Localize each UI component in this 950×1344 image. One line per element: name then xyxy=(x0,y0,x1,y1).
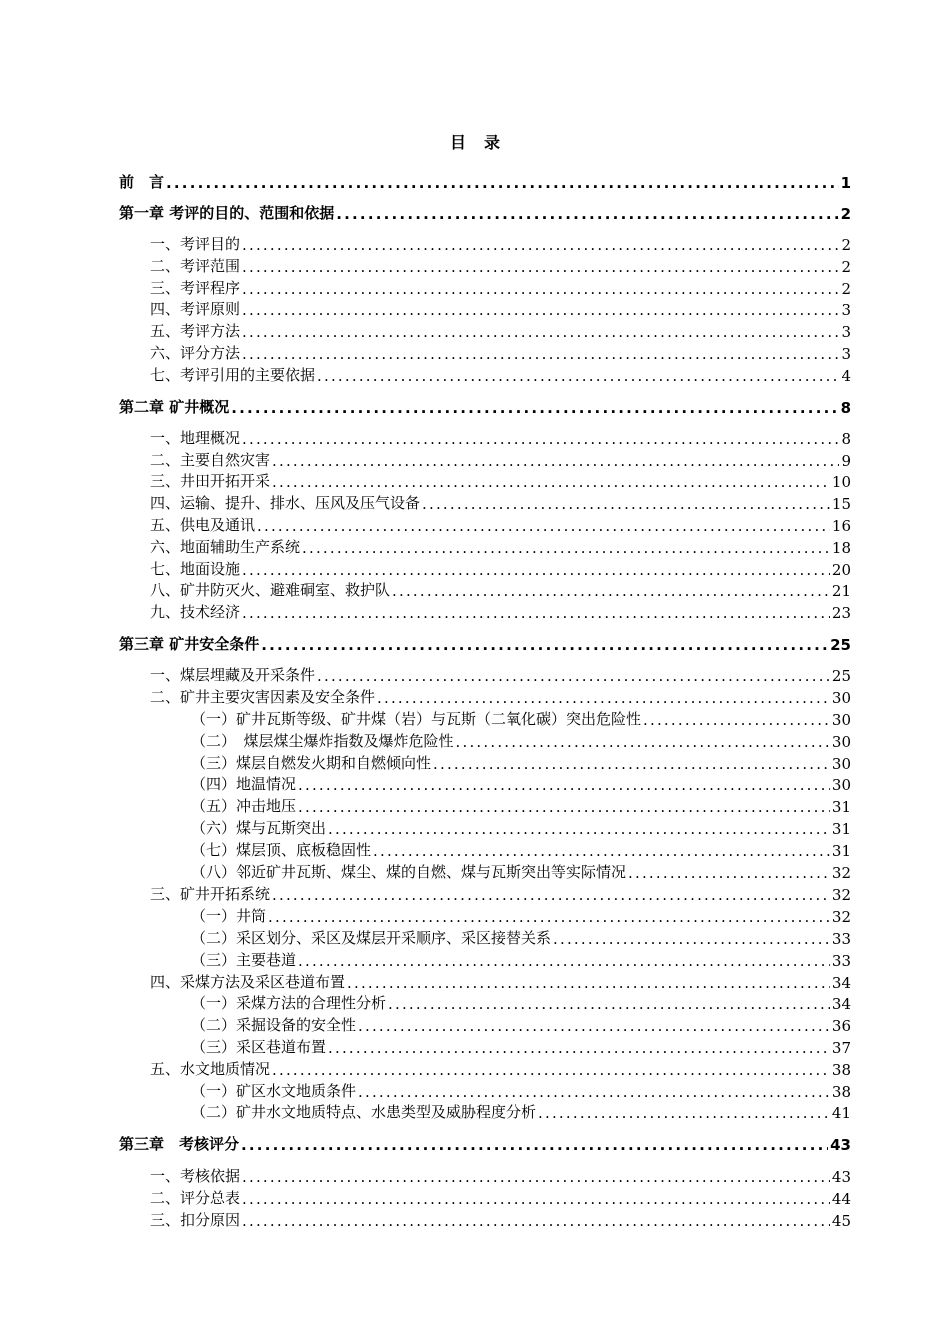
toc-entry-title: 七、地面设施 xyxy=(150,560,241,578)
toc-entry[interactable] xyxy=(119,634,851,654)
toc-entry[interactable] xyxy=(119,1102,851,1122)
toc-dot-leader xyxy=(347,974,830,992)
toc-entry-page-number: 25 xyxy=(830,636,851,654)
toc-dot-leader xyxy=(242,345,839,363)
toc-entry-title: （四）地温情况 xyxy=(191,775,297,793)
toc-entry-page-number: 2 xyxy=(841,258,851,276)
toc-dot-leader xyxy=(242,604,830,622)
toc-entry-title: 第一章 考评的目的、范围和依据 xyxy=(119,204,335,222)
toc-entry-page-number: 30 xyxy=(831,711,851,729)
toc-entry-title: 一、考评目的 xyxy=(150,235,241,253)
toc-dot-leader xyxy=(377,689,830,707)
toc-entry-title: 一、地理概况 xyxy=(150,429,241,447)
toc-entry-title: （二）采区划分、采区及煤层开采顺序、采区接替关系 xyxy=(191,929,552,947)
toc-entry-title: 第三章 矿井安全条件 xyxy=(119,635,260,653)
toc-entry[interactable] xyxy=(119,1015,851,1035)
toc-dot-leader xyxy=(358,1017,830,1035)
toc-entry-page-number: 23 xyxy=(831,604,851,622)
toc-entry-title: （二）采掘设备的安全性 xyxy=(191,1016,357,1034)
toc-entry-page-number: 33 xyxy=(831,930,851,948)
toc-dot-leader xyxy=(261,636,828,654)
toc-dot-leader xyxy=(268,908,830,926)
toc-entry[interactable] xyxy=(119,774,851,794)
toc-entry-page-number: 9 xyxy=(841,452,851,470)
toc-entry-title: 六、评分方法 xyxy=(150,344,241,362)
toc-entry[interactable] xyxy=(119,493,851,513)
toc-entry-title: 二、考评范围 xyxy=(150,257,241,275)
toc-entry-page-number: 34 xyxy=(831,974,851,992)
toc-entry-title: （一）井筒 xyxy=(191,907,267,925)
toc-entry-page-number: 31 xyxy=(831,842,851,860)
toc-entry[interactable] xyxy=(119,580,851,600)
toc-dot-leader xyxy=(336,205,838,223)
toc-dot-leader xyxy=(242,258,839,276)
toc-dot-leader xyxy=(231,399,838,417)
toc-entry[interactable] xyxy=(119,731,851,751)
toc-title-char-1: 目 xyxy=(449,133,466,152)
toc-entry-page-number: 34 xyxy=(831,995,851,1013)
toc-entry[interactable] xyxy=(119,1188,851,1208)
toc-dot-leader xyxy=(242,280,839,298)
toc-entry-title: 四、考评原则 xyxy=(150,300,241,318)
toc-dot-leader xyxy=(272,886,830,904)
toc-entry[interactable] xyxy=(119,278,851,298)
toc-entry[interactable] xyxy=(119,256,851,276)
toc-entry-page-number: 15 xyxy=(831,495,851,513)
toc-entry[interactable] xyxy=(119,818,851,838)
toc-entry[interactable] xyxy=(119,172,851,192)
toc-entry-title: （五）冲击地压 xyxy=(191,797,297,815)
toc-dot-leader xyxy=(373,842,830,860)
toc-entry[interactable] xyxy=(119,972,851,992)
toc-dot-leader xyxy=(456,733,830,751)
toc-dot-leader xyxy=(317,367,839,385)
toc-entry-page-number: 30 xyxy=(831,755,851,773)
toc-entry-page-number: 36 xyxy=(831,1017,851,1035)
toc-title-char-2: 录 xyxy=(484,133,501,152)
toc-dot-leader xyxy=(242,1168,830,1186)
toc-entry-title: （八）邻近矿井瓦斯、煤尘、煤的自燃、煤与瓦斯突出等实际情况 xyxy=(191,863,627,881)
toc-entry[interactable] xyxy=(119,709,851,729)
toc-entry-title: 二、评分总表 xyxy=(150,1189,241,1207)
toc-entry[interactable] xyxy=(119,1081,851,1101)
toc-dot-leader xyxy=(242,301,839,319)
toc-dot-leader xyxy=(242,430,839,448)
toc-entry-page-number: 3 xyxy=(841,323,851,341)
toc-entry[interactable] xyxy=(119,559,851,579)
toc-entry[interactable] xyxy=(119,299,851,319)
toc-entry-page-number: 20 xyxy=(831,561,851,579)
toc-entry-title: 第二章 矿井概况 xyxy=(119,398,230,416)
toc-entry[interactable] xyxy=(119,840,851,860)
toc-dot-leader xyxy=(242,236,839,254)
toc-entry[interactable] xyxy=(119,884,851,904)
toc-entry[interactable] xyxy=(119,1210,851,1230)
toc-entry-title: 三、井田开拓开采 xyxy=(150,472,271,490)
toc-entry[interactable] xyxy=(119,928,851,948)
toc-entry[interactable] xyxy=(119,234,851,254)
toc-dot-leader xyxy=(628,864,830,882)
toc-entry[interactable] xyxy=(119,365,851,385)
toc-dot-leader xyxy=(392,582,830,600)
toc-entry-page-number: 4 xyxy=(841,367,851,385)
toc-dot-leader xyxy=(272,473,830,491)
toc-entry[interactable] xyxy=(119,321,851,341)
toc-dot-leader xyxy=(388,995,830,1013)
toc-entry-title: 前 言 xyxy=(119,173,165,191)
toc-entry-page-number: 18 xyxy=(831,539,851,557)
toc-entry-title: （三）主要巷道 xyxy=(191,951,297,969)
toc-entry-title: 七、考评引用的主要依据 xyxy=(150,366,316,384)
toc-dot-leader xyxy=(643,711,830,729)
toc-entry[interactable] xyxy=(119,1059,851,1079)
toc-entry-title: （三）采区巷道布置 xyxy=(191,1038,327,1056)
toc-entry-title: 六、地面辅助生产系统 xyxy=(150,538,301,556)
toc-entry[interactable] xyxy=(119,602,851,622)
toc-entry-title: （七）煤层顶、底板稳固性 xyxy=(191,841,372,859)
toc-dot-leader xyxy=(298,776,830,794)
toc-entry-page-number: 8 xyxy=(840,399,851,417)
toc-entry-title: 八、矿井防灭火、避难硐室、救护队 xyxy=(150,581,391,599)
toc-entry-page-number: 25 xyxy=(831,667,851,685)
toc-entry[interactable] xyxy=(119,906,851,926)
toc-dot-leader xyxy=(328,1039,830,1057)
toc-entry[interactable] xyxy=(119,397,851,417)
toc-entry-page-number: 2 xyxy=(841,280,851,298)
toc-entry-title: 五、水文地质情况 xyxy=(150,1060,271,1078)
toc-entry-page-number: 21 xyxy=(831,582,851,600)
toc-dot-leader xyxy=(422,495,830,513)
toc-entry-title: （一）矿区水文地质条件 xyxy=(191,1082,357,1100)
toc-entry-title: 五、考评方法 xyxy=(150,322,241,340)
toc-entry[interactable] xyxy=(119,1166,851,1186)
toc-entry[interactable] xyxy=(119,862,851,882)
toc-entry-page-number: 2 xyxy=(841,236,851,254)
toc-dot-leader xyxy=(166,174,839,192)
toc-entry-title: （二） 煤层煤尘爆炸指数及爆炸危险性 xyxy=(191,732,454,750)
toc-entry[interactable] xyxy=(119,203,851,223)
toc-entry-title: 二、主要自然灾害 xyxy=(150,451,271,469)
toc-dot-leader xyxy=(242,323,839,341)
toc-entry-page-number: 43 xyxy=(830,1136,851,1154)
toc-entry-page-number: 33 xyxy=(831,952,851,970)
toc-entry[interactable] xyxy=(119,796,851,816)
toc-entry-title: 四、采煤方法及采区巷道布置 xyxy=(150,973,346,991)
toc-entry[interactable] xyxy=(119,515,851,535)
toc-entry[interactable] xyxy=(119,950,851,970)
toc-entry-page-number: 38 xyxy=(831,1083,851,1101)
toc-entry[interactable] xyxy=(119,1134,851,1154)
toc-entry-title: 四、运输、提升、排水、压风及压气设备 xyxy=(150,494,421,512)
toc-entry-title: （一）矿井瓦斯等级、矿井煤（岩）与瓦斯（二氧化碳）突出危险性 xyxy=(191,710,642,728)
toc-entry-page-number: 30 xyxy=(831,733,851,751)
toc-entry[interactable] xyxy=(119,687,851,707)
toc-dot-leader xyxy=(553,930,830,948)
toc-entry-page-number: 32 xyxy=(831,864,851,882)
toc-entry-page-number: 16 xyxy=(831,517,851,535)
toc-entry-title: 第三章 考核评分 xyxy=(119,1135,240,1153)
toc-entry-page-number: 8 xyxy=(841,430,851,448)
toc-entry[interactable] xyxy=(119,753,851,773)
toc-entry[interactable] xyxy=(119,428,851,448)
toc-dot-leader xyxy=(302,539,830,557)
toc-dot-leader xyxy=(272,1061,830,1079)
toc-entry-title: （六）煤与瓦斯突出 xyxy=(191,819,327,837)
toc-entry-page-number: 30 xyxy=(831,689,851,707)
toc-entry-title: 九、技术经济 xyxy=(150,603,241,621)
toc-entry-page-number: 3 xyxy=(841,301,851,319)
toc-title xyxy=(0,130,950,153)
toc-entry-page-number: 32 xyxy=(831,908,851,926)
toc-entry-page-number: 31 xyxy=(831,820,851,838)
toc-entry-title: 一、煤层埋藏及开采条件 xyxy=(150,666,316,684)
toc-entry-title: 三、扣分原因 xyxy=(150,1211,241,1229)
toc-entry-page-number: 10 xyxy=(831,473,851,491)
toc-dot-leader xyxy=(328,820,830,838)
toc-dot-leader xyxy=(257,517,830,535)
toc-entry[interactable] xyxy=(119,537,851,557)
toc-entry-page-number: 37 xyxy=(831,1039,851,1057)
toc-entry[interactable] xyxy=(119,343,851,363)
toc-entry-page-number: 3 xyxy=(841,345,851,363)
toc-entry-page-number: 32 xyxy=(831,886,851,904)
toc-dot-leader xyxy=(242,561,830,579)
toc-entry-title: 二、矿井主要灾害因素及安全条件 xyxy=(150,688,376,706)
toc-entry-title: 三、矿井开拓系统 xyxy=(150,885,271,903)
toc-entry-page-number: 30 xyxy=(831,776,851,794)
toc-dot-leader xyxy=(298,798,830,816)
toc-dot-leader xyxy=(272,452,839,470)
toc-entry-page-number: 44 xyxy=(831,1190,851,1208)
toc-entry-title: （一）采煤方法的合理性分析 xyxy=(191,994,387,1012)
toc-entry-title: （二）矿井水文地质特点、水患类型及威胁程度分析 xyxy=(191,1103,537,1121)
toc-entry-page-number: 45 xyxy=(831,1212,851,1230)
toc-entry-page-number: 38 xyxy=(831,1061,851,1079)
toc-dot-leader xyxy=(433,755,830,773)
toc-dot-leader xyxy=(538,1104,830,1122)
toc-entry-page-number: 43 xyxy=(831,1168,851,1186)
toc-entry[interactable] xyxy=(119,1037,851,1057)
toc-entry[interactable] xyxy=(119,450,851,470)
toc-dot-leader xyxy=(242,1212,830,1230)
toc-dot-leader xyxy=(242,1190,830,1208)
toc-entry[interactable] xyxy=(119,665,851,685)
toc-dot-leader xyxy=(298,952,830,970)
toc-entry[interactable] xyxy=(119,993,851,1013)
toc-dot-leader xyxy=(358,1083,830,1101)
toc-dot-leader xyxy=(241,1136,828,1154)
toc-entry-title: 三、考评程序 xyxy=(150,279,241,297)
toc-entry-page-number: 31 xyxy=(831,798,851,816)
toc-entry-title: 五、供电及通讯 xyxy=(150,516,256,534)
toc-entry-page-number: 41 xyxy=(831,1104,851,1122)
toc-entry-title: 一、考核依据 xyxy=(150,1167,241,1185)
toc-dot-leader xyxy=(317,667,830,685)
toc-entry[interactable] xyxy=(119,471,851,491)
toc-entry-page-number: 2 xyxy=(840,205,851,223)
toc-entry-page-number: 1 xyxy=(840,174,851,192)
toc-entry-title: （三）煤层自燃发火期和自燃倾向性 xyxy=(191,754,432,772)
